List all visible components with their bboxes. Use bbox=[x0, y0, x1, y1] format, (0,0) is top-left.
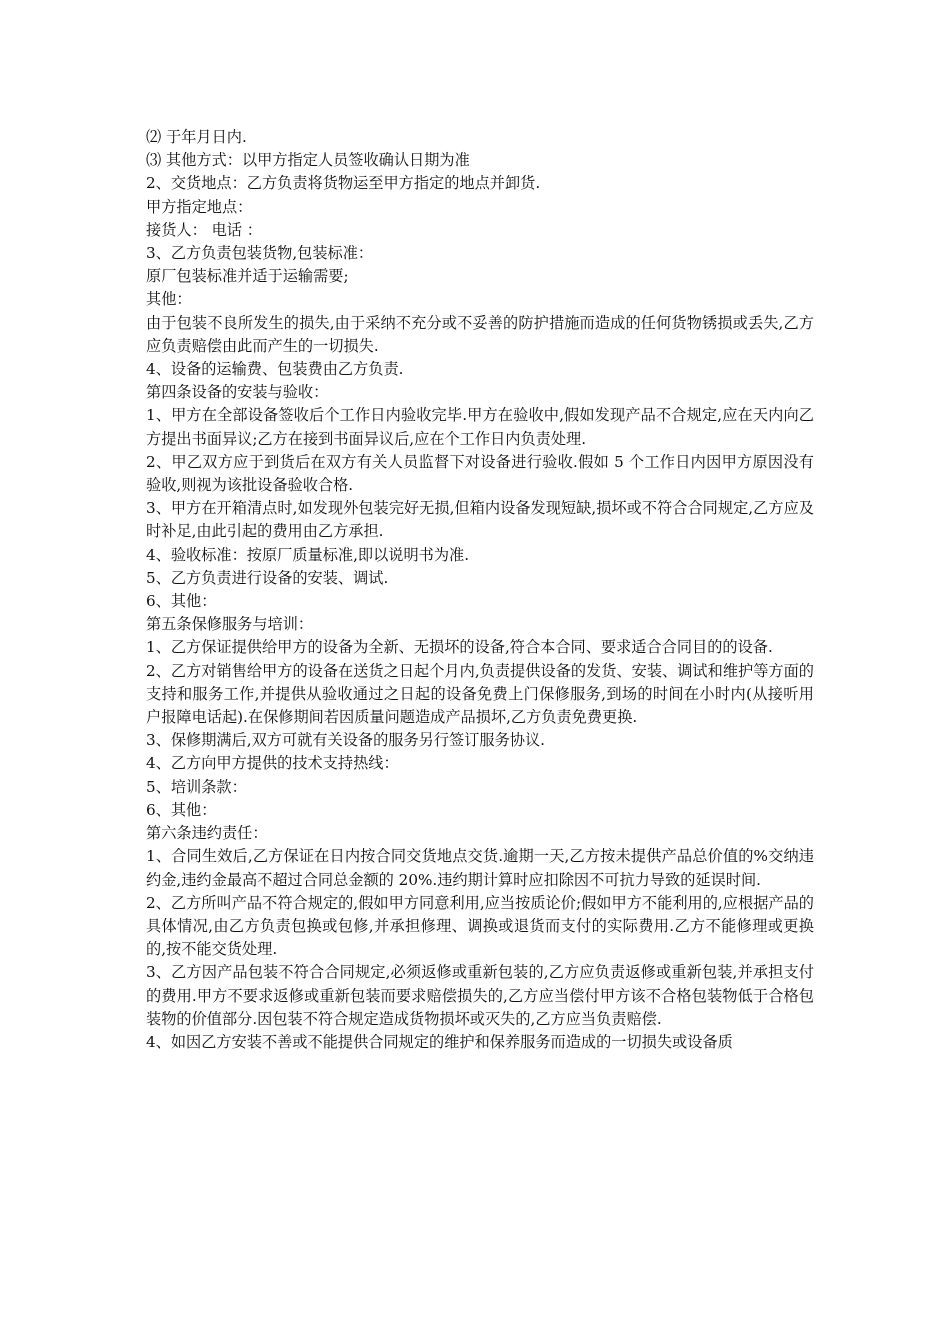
paragraph: 5、乙方负责进行设备的安装、调试. bbox=[146, 568, 389, 587]
paragraph: 5、培训条款： bbox=[146, 777, 247, 796]
paragraph: 3、保修期满后,双方可就有关设备的服务另行签订服务协议. bbox=[146, 731, 546, 750]
paragraph: ⑵ 于年月日内. bbox=[146, 128, 247, 146]
paragraph: 6、其他： bbox=[146, 592, 217, 611]
paragraph: 甲方指定地点： bbox=[146, 197, 253, 216]
paragraph: 2、交货地点：乙方负责将货物运至甲方指定的地点并卸货. bbox=[146, 174, 541, 193]
paragraph: 由于包装不良所发生的损失,由于采纳不充分或不妥善的防护措施而造成的任何货物锈损或丢失,乙方应负责赔偿由此而产生的一切损失. bbox=[146, 313, 814, 355]
paragraph: 1、合同生效后,乙方保证在日内按合同交货地点交货.逾期一天,乙方按未提供产品总价值的%交纳违约金,违约金最高不超过合同总金额的 20%.违约期计算时应扣除因不可抗力导致的延误时间. bbox=[146, 847, 814, 889]
section-heading: 第六条违约责任： bbox=[146, 824, 268, 843]
paragraph: 4、如因乙方安装不善或不能提供合同规定的维护和保养服务而造成的一切损失或设备质 bbox=[146, 1032, 733, 1051]
section-heading: 第四条设备的安装与验收： bbox=[146, 383, 329, 402]
paragraph: 3、甲方在开箱清点时,如发现外包装完好无损,但箱内设备发现短缺,损坏或不符合合同规定,乙方应及时补足,由此引起的费用由乙方承担. bbox=[146, 499, 814, 541]
paragraph: 3、乙方负责包装货物,包装标准： bbox=[146, 244, 374, 263]
paragraph: 3、乙方因产品包装不符合合同规定,必须返修或重新包装的,乙方应负责返修或重新包装,并承担支付的费用.甲方不要求返修或重新包装而要求赔偿损失的,乙方应当偿付甲方该不合格包装物低于合格包装物的价值部分.因包装不符合规定造成货物损坏或灭失的,乙方应当负责赔偿. bbox=[146, 963, 814, 1028]
paragraph: 其他： bbox=[146, 290, 192, 309]
paragraph: 2、甲乙双方应于到货后在双方有关人员监督下对设备进行验收.假如 5 个工作日内因甲方原因没有验收,则视为该批设备验收合格. bbox=[146, 452, 814, 495]
paragraph: 1、甲方在全部设备签收后个工作日内验收完毕.甲方在验收中,假如发现产品不合规定,应在天内向乙方提出书面异议;乙方在接到书面异议后,应在个工作日内负责处理. bbox=[146, 406, 814, 448]
paragraph: 1、乙方保证提供给甲方的设备为全新、无损坏的设备,符合本合同、要求适合合同目的的设备. bbox=[146, 638, 773, 657]
paragraph: 6、其他： bbox=[146, 800, 217, 819]
paragraph: 4、验收标准：按原厂质量标准,即以说明书为准. bbox=[146, 545, 470, 564]
section-heading: 第五条保修服务与培训： bbox=[146, 615, 314, 634]
paragraph: 原厂包装标准并适于运输需要; bbox=[146, 267, 349, 286]
paragraph: 接货人： 电话 ： bbox=[146, 220, 262, 239]
document-body bbox=[146, 126, 814, 1054]
paragraph: ⑶ 其他方式：以甲方指定人员签收确认日期为准 bbox=[146, 151, 470, 170]
paragraph: 4、设备的运输费、包装费由乙方负责. bbox=[146, 360, 404, 379]
paragraph: 2、乙方所叫产品不符合规定的,假如甲方同意利用,应当按质论价;假如甲方不能利用的,应根据产品的具体情况,由乙方负责包换或包修,并承担修理、调换或退货而支付的实际费用.乙方不能修理或更换的,按不能交货处理. bbox=[146, 893, 814, 959]
paragraph: 4、乙方向甲方提供的技术支持热线： bbox=[146, 754, 399, 773]
paragraph: 2、乙方对销售给甲方的设备在送货之日起个月内,负责提供设备的发货、安装、调试和维护等方面的支持和服务工作,并提供从验收通过之日起的设备免费上门保修服务,到场的时间在小时内(从接听用户报障电话起).在保修期间若因质量问题造成产品损坏,乙方负责免费更换. bbox=[146, 661, 814, 727]
